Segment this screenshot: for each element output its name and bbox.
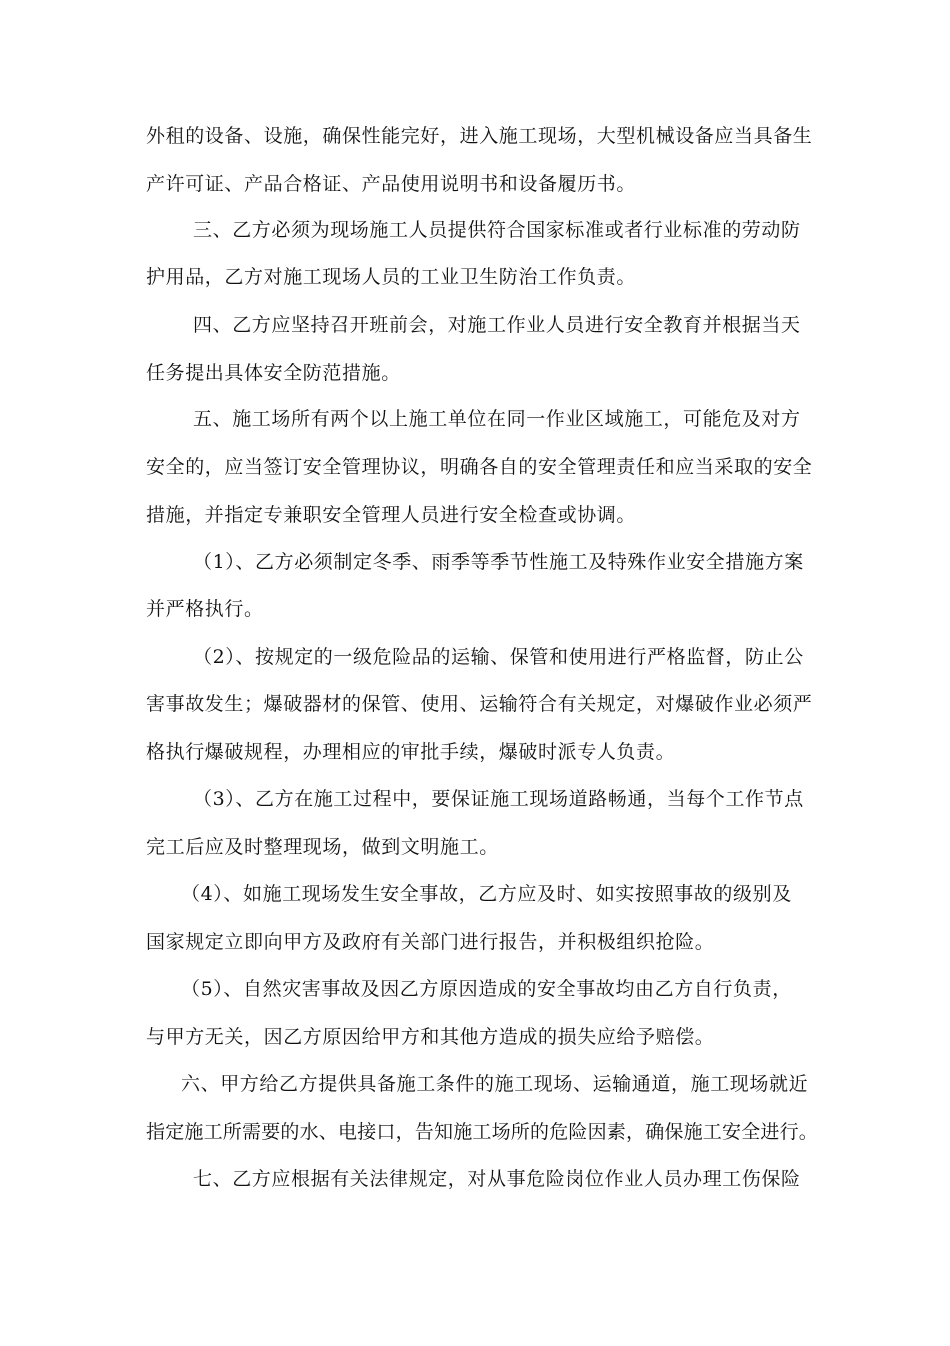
text-line: 与甲方无关，因乙方原因给甲方和其他方造成的损失应给予赔偿。 — [146, 1026, 715, 1048]
item-2-line: （2）、按规定的一级危险品的运输、保管和使用进行严格监督，防止公 — [193, 646, 804, 668]
paragraph-five-line: 五、施工场所有两个以上施工单位在同一作业区域施工，可能危及对方 — [193, 408, 801, 430]
text-line: 护用品，乙方对施工现场人员的工业卫生防治工作负责。 — [146, 266, 637, 288]
paragraph-six-line: 六、甲方给乙方提供具备施工条件的施工现场、运输通道，施工现场就近 — [181, 1073, 809, 1095]
paragraph-four-line: 四、乙方应坚持召开班前会，对施工作业人员进行安全教育并根据当天 — [193, 314, 801, 336]
text-line: 格执行爆破规程，办理相应的审批手续，爆破时派专人负责。 — [146, 741, 676, 763]
item-4-line: （4）、如施工现场发生安全事故，乙方应及时、如实按照事故的级别及 — [181, 883, 792, 905]
item-3-line: （3）、乙方在施工过程中，要保证施工现场道路畅通，当每个工作节点 — [193, 788, 804, 810]
text-line: 国家规定立即向甲方及政府有关部门进行报告，并积极组织抢险。 — [146, 931, 715, 953]
text-line: 并严格执行。 — [146, 598, 264, 620]
paragraph-seven-line: 七、乙方应根据有关法律规定，对从事危险岗位作业人员办理工伤保险 — [193, 1168, 801, 1190]
text-line: 措施，并指定专兼职安全管理人员进行安全检查或协调。 — [146, 504, 637, 526]
text-line: 完工后应及时整理现场，做到文明施工。 — [146, 836, 499, 858]
item-5-line: （5）、自然灾害事故及因乙方原因造成的安全事故均由乙方自行负责， — [181, 978, 792, 1000]
text-line: 任务提出具体安全防范措施。 — [146, 362, 401, 384]
text-line: 安全的，应当签订安全管理协议，明确各自的安全管理责任和应当采取的安全 — [146, 456, 813, 478]
text-line: 害事故发生；爆破器材的保管、使用、运输符合有关规定，对爆破作业必须严 — [146, 693, 813, 715]
item-1-line: （1）、乙方必须制定冬季、雨季等季节性施工及特殊作业安全措施方案 — [193, 551, 804, 573]
paragraph-three-line: 三、乙方必须为现场施工人员提供符合国家标准或者行业标准的劳动防 — [193, 219, 801, 241]
text-line: 外租的设备、设施，确保性能完好，进入施工现场，大型机械设备应当具备生 — [146, 125, 813, 147]
text-line: 指定施工所需要的水、电接口，告知施工场所的危险因素，确保施工安全进行。 — [146, 1121, 819, 1143]
text-line: 产许可证、产品合格证、产品使用说明书和设备履历书。 — [146, 173, 637, 195]
